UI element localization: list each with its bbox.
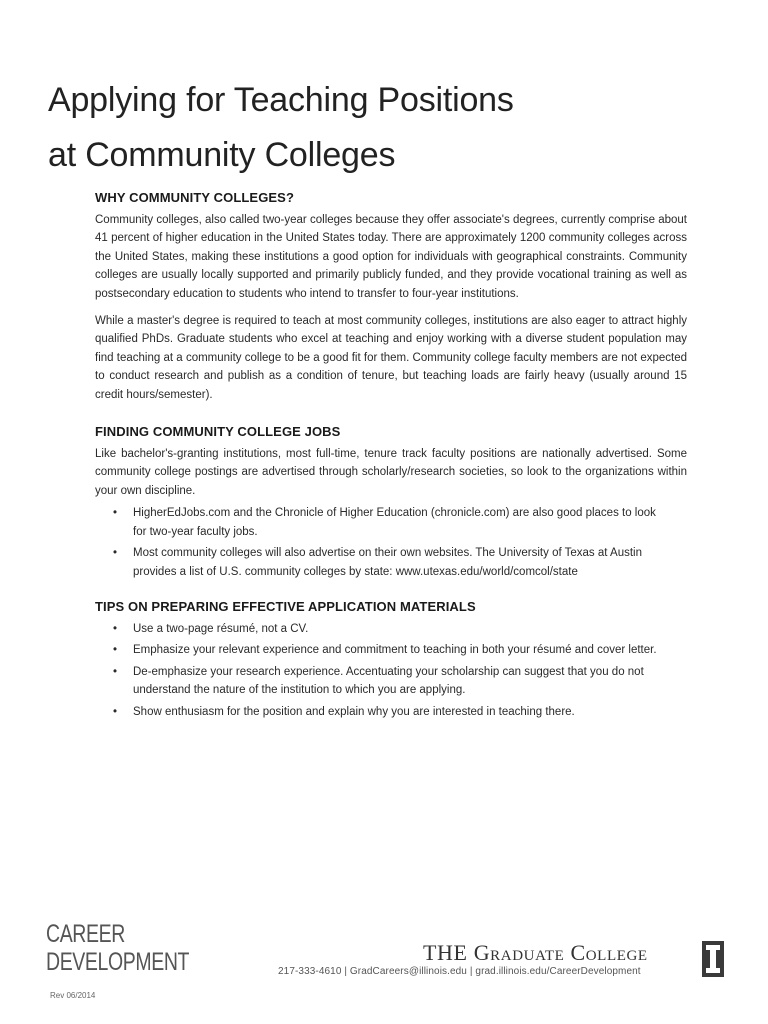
list-item: • HigherEdJobs.com and the Chronicle of Higher Education (chronicle.com) are also good places to look for two-year faculty jobs. (133, 504, 687, 541)
career-development-logo (46, 920, 189, 976)
logo-line-2: DEVELOPMENT (46, 948, 190, 976)
bullet-list (95, 504, 687, 581)
page-title (48, 73, 728, 183)
list-item: • Emphasize your relevant experience and commitment to teaching in both your résumé and cover letter. (133, 641, 687, 659)
section-finding-jobs (95, 424, 687, 581)
college-name-rest: Graduate College (473, 940, 648, 965)
revision-date: Rev 06/2014 (50, 991, 96, 1000)
list-item: • Most community colleges will also advertise on their own websites. The University of Texas at Austin provides a list of U.S. community colleges by state: www.utexas.edu/world/comcol/state (133, 544, 687, 581)
block-i-shape (702, 941, 724, 977)
section-heading: WHY COMMUNITY COLLEGES? (95, 190, 294, 205)
title-line-1: Applying for Teaching Positions (48, 80, 514, 119)
list-item: • Show enthusiasm for the position and explain why you are interested in teaching there. (133, 703, 687, 721)
contact-info: 217-333-4610 | GradCareers@illinois.edu | grad.illinois.edu/CareerDevelopment (278, 966, 641, 977)
paragraph: Community colleges, also called two-year colleges because they offer associate's degrees, currently comprise about 41 percent of higher education in the United States today. There are approximately 1200 community colleges across the United States, making these institutions a good option for individuals with geographical constraints. Community colleges are usually locally supported and primarily publicly funded, and they provide vocational training as well as postsecondary education to students who intend to transfer to four-year institutions. (95, 214, 687, 300)
title-line-2: at Community Colleges (48, 135, 396, 174)
graduate-college-name (423, 940, 648, 966)
list-item: • Use a two-page résumé, not a CV. (133, 620, 687, 638)
paragraph: Like bachelor's-granting institutions, most full-time, tenure track faculty positions are nationally advertised. Some community college postings are advertised through scholarly/research societies, so look to the organizations within your own discipline. (95, 448, 687, 497)
document-body (95, 190, 687, 724)
section-heading: TIPS ON PREPARING EFFECTIVE APPLICATION MATERIALS (95, 598, 476, 614)
section-heading: FINDING COMMUNITY COLLEGE JOBS (95, 424, 341, 440)
college-name-the: THE (423, 940, 468, 965)
bullet-list (95, 620, 687, 721)
list-item: • De-emphasize your research experience. Accentuating your scholarship can suggest that you do not understand the nature of the institution to which you are applying. (133, 663, 687, 700)
paragraph: While a master's degree is required to teach at most community colleges, institutions are also eager to attract highly qualified PhDs. Graduate students who excel at teaching and enjoy working with a diverse student population may find teaching at a community college to be a good fit for them. Community college faculty members are not expected to conduct research and publish as a condition of tenure, but teaching loads are fairly heavy (usually around 15 credit hours/semester). (95, 315, 687, 401)
section-tips (95, 599, 687, 721)
section-why-community-colleges (95, 190, 687, 404)
logo-line-1: CAREER (46, 920, 125, 948)
illinois-block-i-icon (702, 941, 724, 977)
